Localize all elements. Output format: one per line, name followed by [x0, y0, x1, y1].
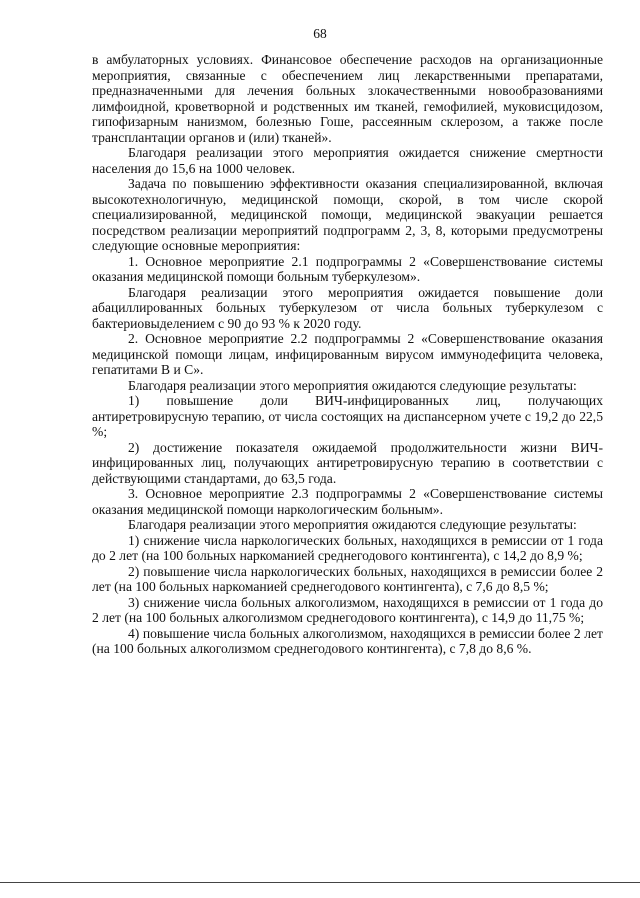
page-number: 68 [313, 26, 327, 41]
paragraph: 1. Основное мероприятие 2.1 подпрограммы 2 «Совершенствование системы оказания медицинской помощи больным туберкулезом». [92, 253, 603, 284]
paragraph: Благодаря реализации этого мероприятия ожидается снижение смертности населения до 15,6 на 1000 человек. [92, 145, 603, 176]
document-body [92, 52, 603, 657]
paragraph: 1) повышение доли ВИЧ-инфицированных лиц, получающих антиретровирусную терапию, от числа состоящих на диспансерном учете с 19,2 до 22,5 %; [92, 393, 603, 439]
paragraph: Благодаря реализации этого мероприятия ожидается повышение доли абациллированных больных туберкулезом от числа больных туберкулезом с бактериовыделением с 90 до 93 % к 2020 году. [92, 284, 603, 331]
paragraph: 3) снижение числа больных алкоголизмом, находящихся в ремиссии от 1 года до 2 лет (на 100 больных алкоголизмом среднегодового контингента), с 14,9 до 11,75 %; [92, 594, 603, 625]
paragraph: 2. Основное мероприятие 2.2 подпрограммы 2 «Совершенствование оказания медицинской помощи лицам, инфицированным вирусом иммунодефицита человека, гепатитами B и C». [92, 331, 603, 377]
paragraph: 1) снижение числа наркологических больных, находящихся в ремиссии от 1 года до 2 лет (на 100 больных наркоманией среднегодового контингента), с 14,2 до 8,9 %; [92, 532, 603, 563]
paragraph: 2) повышение числа наркологических больных, находящихся в ремиссии более 2 лет (на 100 больных наркоманией среднегодового контингента), с 7,6 до 8,5 %; [92, 563, 603, 594]
paragraph: Благодаря реализации этого мероприятия ожидаются следующие результаты: [128, 517, 577, 532]
paragraph: Благодаря реализации этого мероприятия ожидаются следующие результаты: [128, 377, 577, 393]
paragraph: 4) повышение числа больных алкоголизмом, находящихся в ремиссии более 2 лет (на 100 больных алкоголизмом среднегодового контингента), с 7,8 до 8,6 %. [92, 625, 603, 656]
paragraph: Задача по повышению эффективности оказания специализированной, включая высокотехнологичную, медицинской помощи, скорой, в том числе скорой специализированной, медицинской помощи, медицинской эвакуации решается посредством реализации мероприятий подпрограмм 2, 3, 8, которыми предусмотрены следующие основные мероприятия: [92, 176, 603, 253]
paragraph: в амбулаторных условиях. Финансовое обеспечение расходов на организационные мероприятия, связанные с обеспечением лиц лекарственными препаратами, предназначенными для лечения больных злокачественными новообразованиями лимфоидной, кроветворной и родственных им тканей, гемофилией, муковисцидозом, гипофизарным нанизмом, болезнью Гоше, рассеянным склерозом, а также после трансплантации органов и (или) тканей». [92, 52, 603, 145]
paragraph: 3. Основное мероприятие 2.3 подпрограммы 2 «Совершенствование системы оказания медицинской помощи наркологическим больным». [92, 486, 603, 517]
bottom-rule [0, 882, 640, 883]
paragraph: 2) достижение показателя ожидаемой продолжительности жизни ВИЧ-инфицированных лиц, получающих антиретровирусную терапию в соответствии с действующими стандартами, до 63,5 года. [92, 439, 603, 486]
